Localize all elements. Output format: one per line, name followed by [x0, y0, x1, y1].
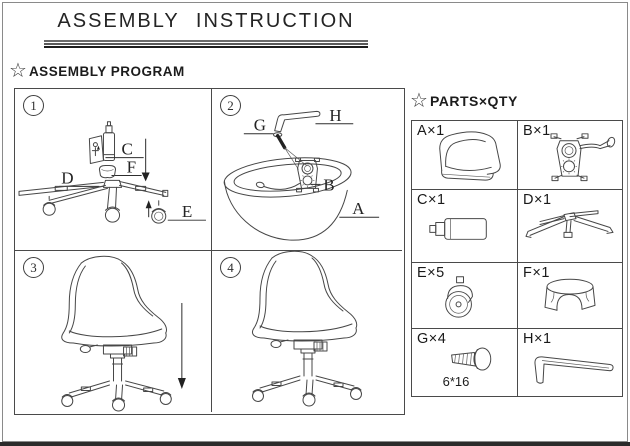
part-cell-C: [412, 190, 518, 263]
star-icon: ☆: [410, 88, 428, 112]
part-label: E×5: [417, 265, 445, 281]
part-cell-B: [518, 121, 622, 190]
part-label: F×1: [523, 265, 550, 281]
step-number-badge: 1: [23, 95, 44, 116]
page-bottom-edge: [0, 442, 630, 446]
step3-seat-to-base-drawing: [15, 251, 211, 412]
callout-E: E: [181, 202, 193, 222]
step2-mechanism-attachment-drawing: [212, 89, 402, 250]
step-number-badge: 2: [220, 95, 241, 116]
step-number-badge: 3: [23, 257, 44, 278]
callout-A: A: [352, 199, 365, 219]
assembly-program-label: ASSEMBLY PROGRAM: [28, 63, 185, 79]
parts-qty-label: PARTS×QTY: [429, 93, 518, 109]
part-label: C×1: [417, 192, 446, 208]
step-number-badge: 4: [220, 257, 241, 278]
callout-G: G: [253, 115, 266, 135]
part-label: B×1: [523, 123, 551, 139]
part-label: D×1: [523, 192, 552, 208]
part-cell-D: [518, 190, 622, 263]
star-icon: ☆: [9, 58, 27, 82]
callout-C: C: [121, 139, 133, 159]
part-label: H×1: [523, 331, 552, 347]
callout-H: H: [329, 105, 342, 125]
step-panel-2: [212, 89, 402, 251]
callout-B: B: [323, 175, 335, 195]
page-title: ASSEMBLY INSTRUCTION: [57, 10, 355, 32]
step4-finished-chair-drawing: [212, 251, 402, 412]
step-panel-4: [212, 251, 402, 412]
step1-base-assembly-drawing: [15, 89, 211, 250]
step-panel-3: [15, 251, 212, 412]
callout-F: F: [126, 157, 137, 177]
assembly-program-heading: [9, 58, 185, 82]
bolt-size-note: 6*16: [442, 374, 470, 389]
part-label: A×1: [417, 123, 445, 139]
assembly-steps-grid: [14, 88, 405, 415]
part-cell-H: [518, 329, 622, 396]
part-cell-G: [412, 329, 518, 396]
part-label: G×4: [417, 331, 447, 347]
part-cell-F: [518, 263, 622, 329]
title-underline: [44, 40, 368, 48]
parts-qty-heading: [410, 88, 518, 112]
step-panel-1: [15, 89, 212, 251]
parts-qty-table: [411, 120, 623, 397]
part-cell-A: [412, 121, 518, 190]
part-cell-E: [412, 263, 518, 329]
callout-D: D: [61, 168, 74, 188]
